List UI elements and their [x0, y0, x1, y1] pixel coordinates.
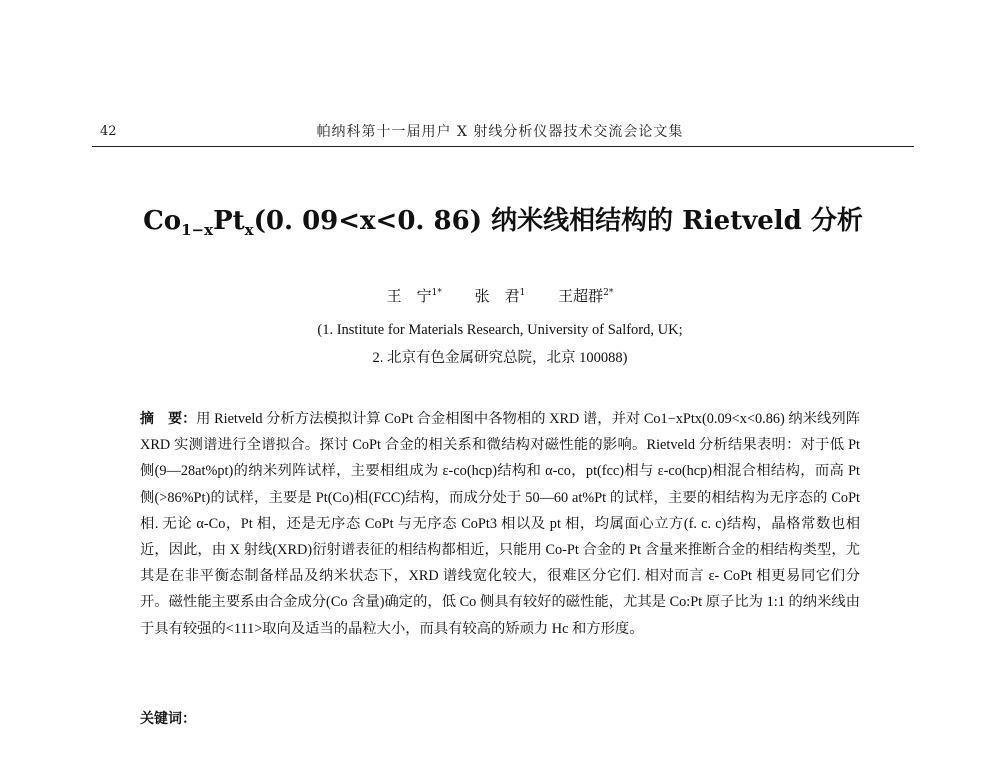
- author-list: [0, 285, 1000, 306]
- title-co: Co: [143, 206, 182, 236]
- title-co-subscript: 1−x: [181, 221, 214, 240]
- affiliation-1: (1. Institute for Materials Research, University of Salford, UK;: [317, 322, 683, 338]
- paper-title: [92, 200, 914, 239]
- author: [558, 287, 613, 305]
- author-affiliation-mark: 1*: [431, 288, 442, 298]
- title-rest: (0. 09<x<0. 86) 纳米线相结构的 Rietveld 分析: [253, 206, 863, 236]
- page-number: 42: [100, 124, 117, 139]
- keywords-label: 关键词：: [140, 711, 196, 727]
- author: [475, 287, 526, 305]
- author-affiliation-mark: 2*: [603, 288, 614, 298]
- author-name: 王 宁: [386, 287, 432, 305]
- title-pt-subscript: x: [244, 221, 254, 240]
- author-name: 张 君: [474, 287, 520, 305]
- author: [387, 287, 442, 305]
- running-title: 帕纳科第十一届用户 X 射线分析仪器技术交流会论文集: [316, 124, 684, 140]
- title-pt: Pt: [213, 206, 245, 236]
- abstract: [140, 406, 860, 642]
- abstract-text: 用 Rietveld 分析方法模拟计算 CoPt 合金相图中各物相的 XRD 谱，并对 Co1−xPtx(0.09<x<0.86) 纳米线列阵 XRD 实测谱进行全谱拟合。探讨 CoPt 合金的相关系和微结构对磁性能的影响。Rietveld 分析结果表明：对于低 Pt 侧(9—28at%pt)的纳米列阵试样，主要相组成为 ε-co(hcp)结构和 α-co，pt(fcc)相与 ε-co(hcp)相混合相结构，而高 Pt 侧(>86%Pt)的试样，主要是 Pt(Co)相(FCC)结构，而成分处于 50—60 at%Pt 的试样，主要的相结构为无序态的 CoPt 相. 无论 α-Co，Pt 相，还是无序态 CoPt 与无序态 CoPt3 相以及 pt 相，均属面心立方(f. c. c)结构，晶格常数也相近，因此，由 X 射线(XRD)衍射谱表征的相结构都相近，只能用 Co-Pt 合金的 Pt 含量来推断合金的相结构类型，尤其是在非平衡态制备样品及纳米状态下，XRD 谱线宽化较大，很难区分它们. 相对而言 ε- CoPt 相更易同它们分开。磁性能主要系由合金成分(Co 含量)确定的，低 Co 侧具有较好的磁性能，尤其是 Co:Pt 原子比为 1:1 的纳米线由于具有较强的<111>取向及适当的晶粒大小，而具有较高的矫顽力 Hc 和方形度。: [140, 411, 861, 637]
- header-rule: [92, 146, 914, 147]
- affiliation-2: 2. 北京有色金属研究总院，北京 100088): [372, 350, 628, 366]
- author-affiliation-mark: 1: [519, 288, 526, 298]
- abstract-label: 摘 要：: [140, 411, 197, 427]
- author-name: 王超群: [558, 287, 604, 305]
